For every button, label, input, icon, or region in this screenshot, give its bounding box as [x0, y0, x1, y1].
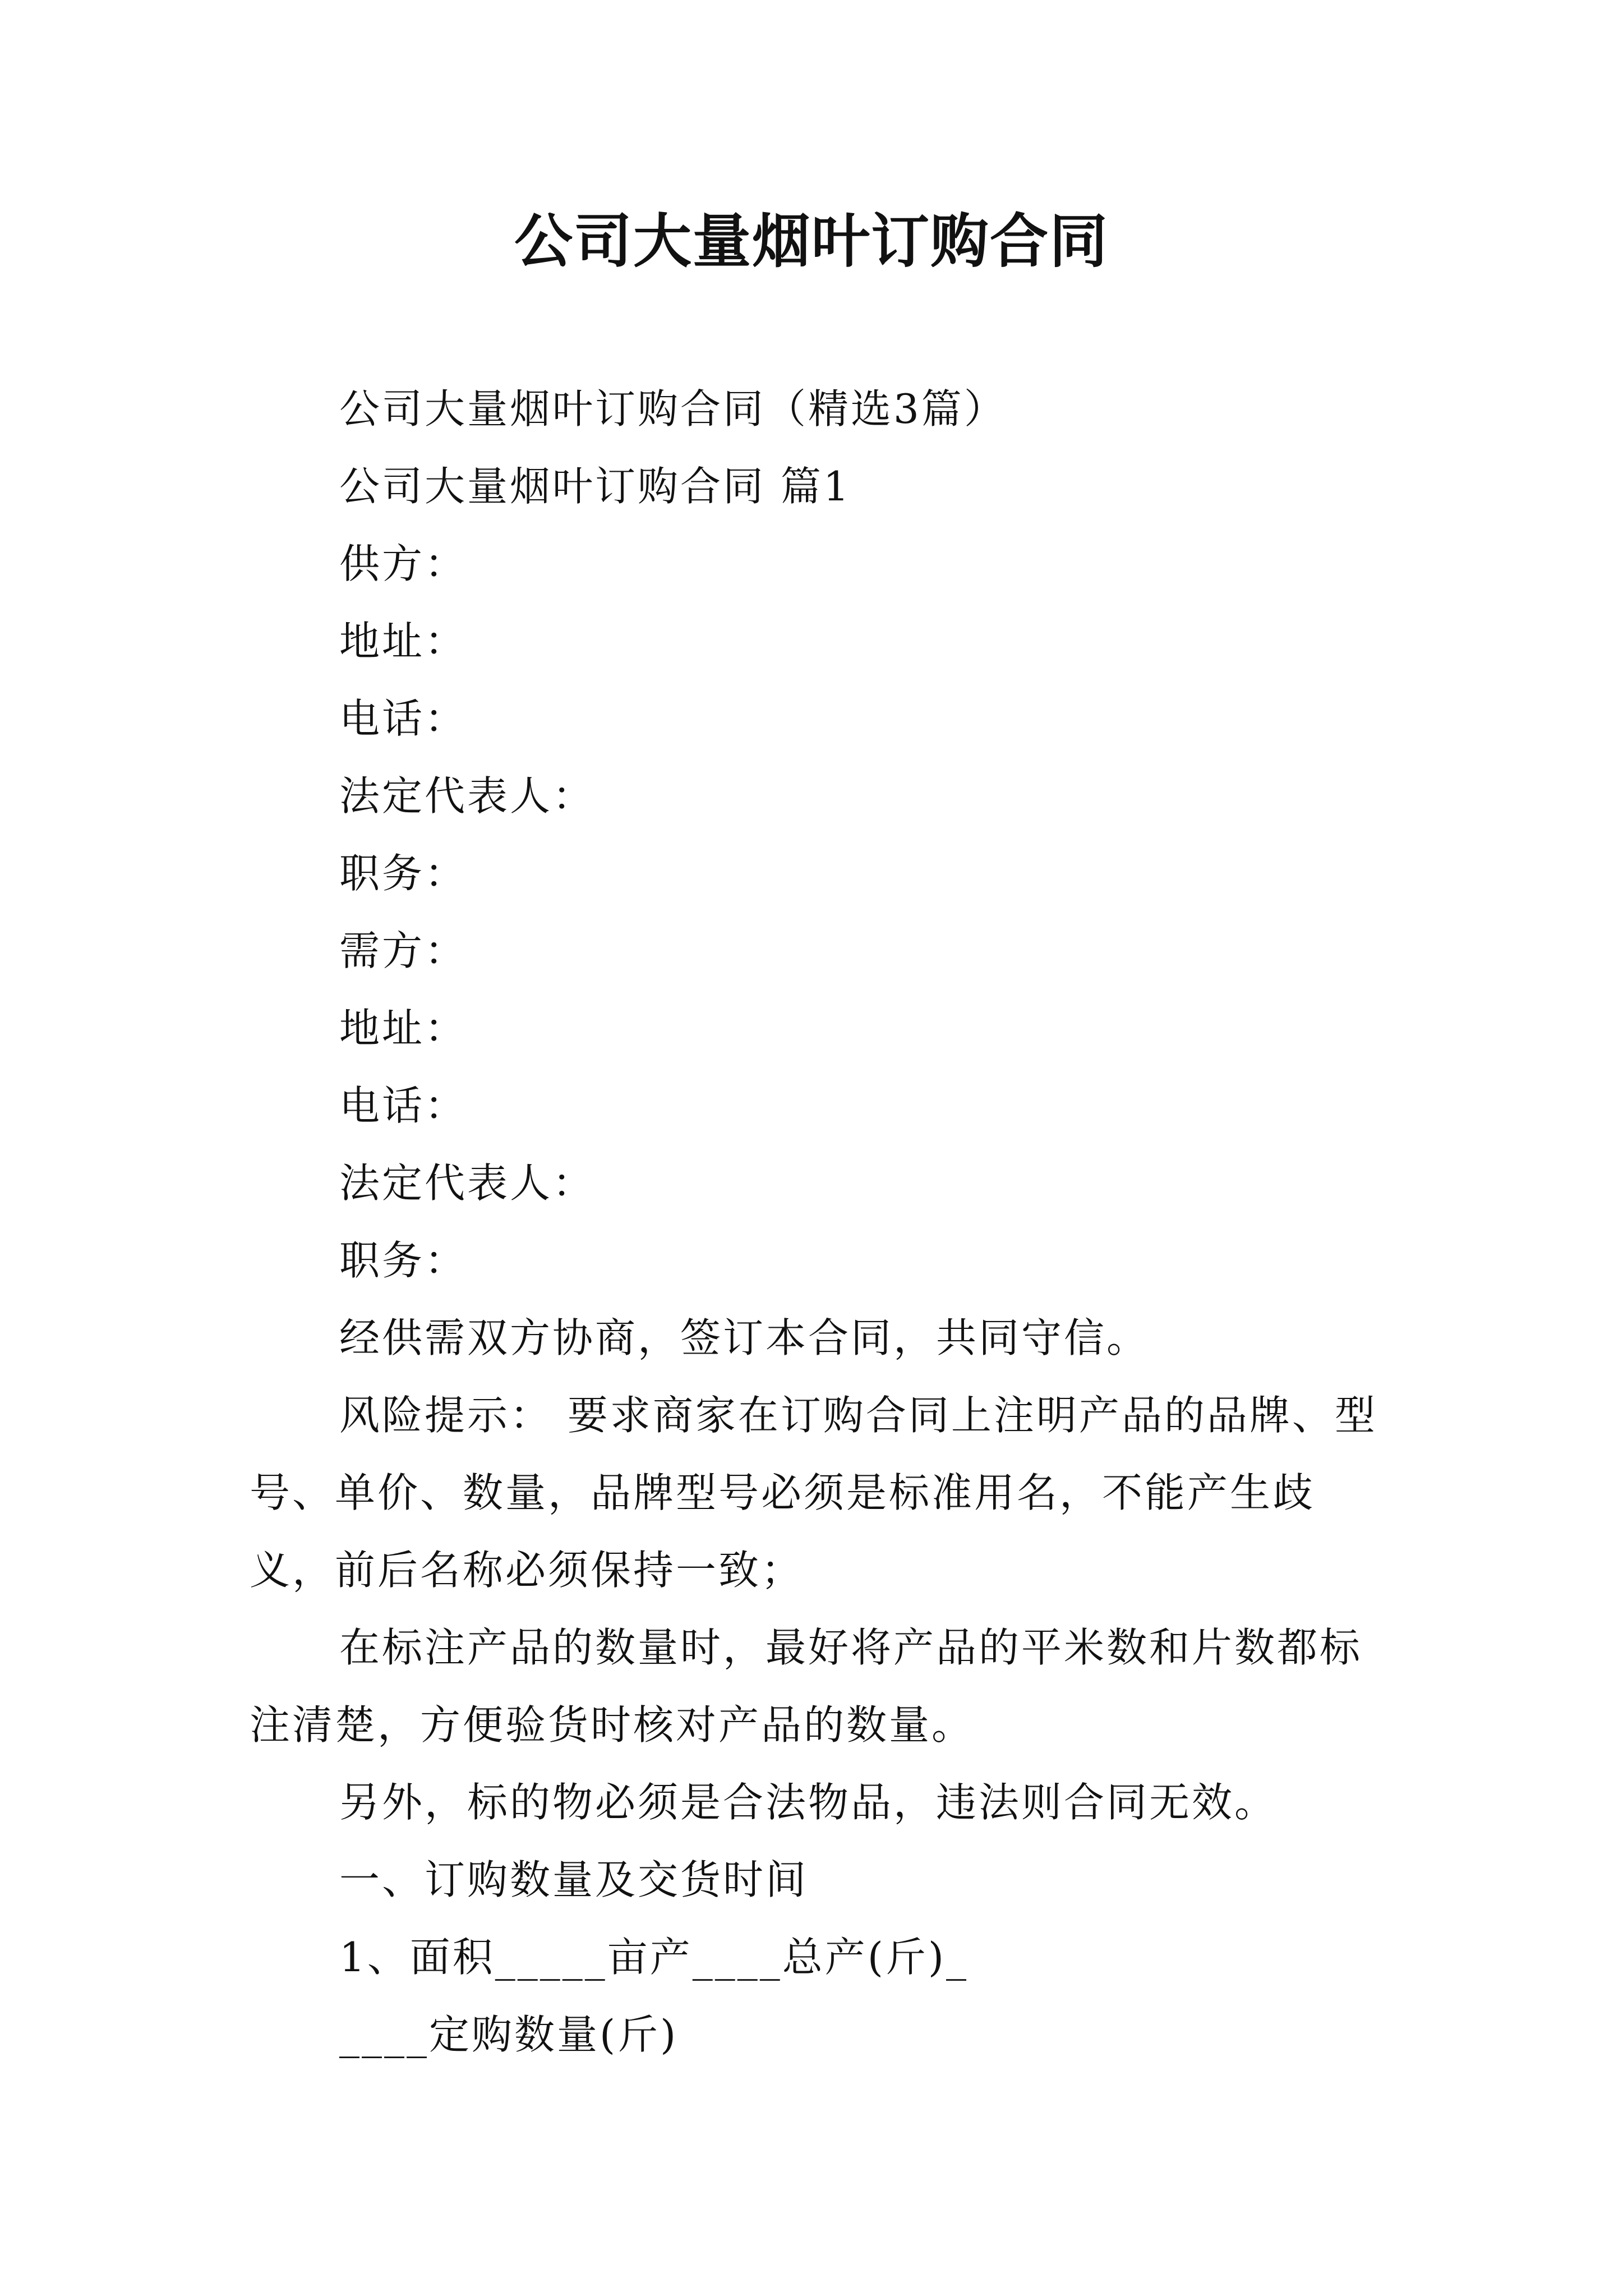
supplier-phone-field: 电话： [339, 695, 468, 742]
clause-heading: 一、订购数量及交货时间 [339, 1856, 809, 1903]
order-quantity-line: ____定购数量(斤) [339, 2011, 679, 2058]
buyer-position-field: 职务： [339, 1237, 468, 1284]
subtitle-paragraph: 公司大量烟叶订购合同（精选3篇） [339, 385, 1007, 432]
section-heading: 公司大量烟叶订购合同 篇1 [339, 463, 851, 510]
document-body [250, 370, 1380, 2073]
supplier-representative-field: 法定代表人： [339, 772, 596, 820]
supplier-address-field: 地址： [339, 618, 468, 665]
area-yield-line: 1、面积_____亩产____总产(斤)_ [339, 1934, 969, 1981]
buyer-address-field: 地址： [339, 1005, 468, 1052]
quantity-notice-paragraph: 在标注产品的数量时，最好将产品的平米数和片数都标注清楚，方便验货时核对产品的数量。 [250, 1624, 1363, 1749]
document-title: 公司大量烟叶订购合同 [514, 207, 1109, 275]
supplier-field: 供方： [339, 540, 468, 587]
risk-notice-paragraph: 风险提示： 要求商家在订购合同上注明产品的品牌、型号、单价、数量，品牌型号必须是标准用名，不能产生歧义，前后名称必须保持一致； [250, 1392, 1377, 1594]
agreement-paragraph: 经供需双方协商，签订本合同，共同守信。 [339, 1314, 1150, 1361]
buyer-representative-field: 法定代表人： [339, 1159, 596, 1207]
buyer-phone-field: 电话： [339, 1082, 468, 1129]
legality-paragraph: 另外，标的物必须是合法物品，违法则合同无效。 [339, 1779, 1278, 1826]
buyer-field: 需方： [339, 927, 468, 974]
supplier-position-field: 职务： [339, 850, 468, 897]
